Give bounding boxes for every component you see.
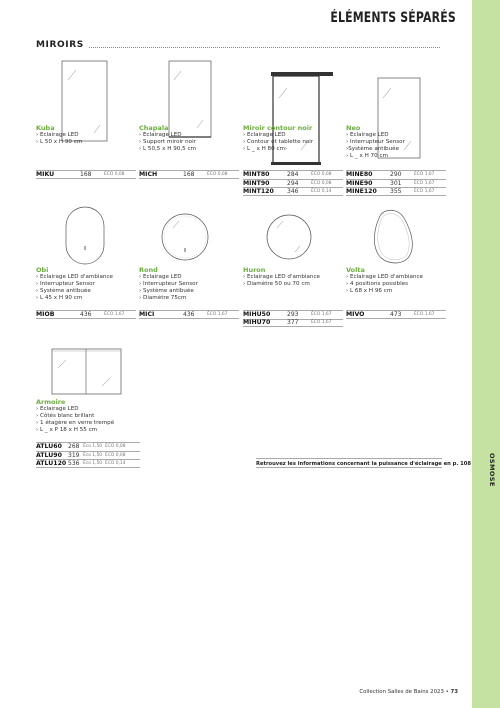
feature-item: › L _ x H 70 cm [346, 153, 388, 159]
reference-row [36, 170, 136, 179]
reference-table [139, 310, 239, 319]
ref-code: MINE120 [346, 187, 377, 195]
reference-table [139, 170, 239, 179]
product-chapala [139, 58, 241, 174]
ref-code: MINE90 [346, 179, 373, 187]
reference-table [243, 170, 343, 196]
feature-list [346, 274, 423, 295]
feature-item: › Eclairage LED [346, 132, 389, 138]
feature-item: › Eclairage LED [36, 132, 79, 138]
product-armoire [36, 340, 138, 396]
reference-table [243, 310, 343, 327]
product-name: Chapala [139, 124, 169, 132]
page-title: ÉLÉMENTS SÉPARÉS [330, 10, 456, 26]
feature-item: › L 50 x H 90 cm [36, 139, 83, 145]
reference-row [36, 451, 140, 460]
ref-code: MICH [139, 170, 158, 178]
reference-row [243, 310, 343, 319]
feature-list [139, 274, 198, 302]
mirror-cabinet-icon [36, 340, 138, 396]
page-footer [359, 689, 458, 695]
ref-eco: ÉCO 0,08 [105, 444, 126, 450]
ref-eco: ÉCO 1,67 [414, 188, 435, 194]
feature-item: › Eclairage LED d'ambiance [243, 274, 320, 280]
feature-item: › L 45 x H 90 cm [36, 295, 83, 301]
ref-code: MIHU50 [243, 311, 271, 319]
reference-row [243, 170, 343, 179]
dotted-divider [86, 47, 440, 48]
feature-list [346, 132, 405, 160]
feature-list [36, 132, 82, 146]
feature-item: › Eclairage LED [36, 406, 79, 412]
pebble-mirror-icon [346, 204, 448, 264]
ref-code: ATLU90 [36, 451, 62, 459]
ref-code: MICI [139, 310, 155, 318]
product-miroir-contour-noir [243, 58, 345, 174]
ref-eco: ÉCO 0,08 [104, 171, 125, 177]
reference-table [36, 442, 140, 468]
reference-row [346, 310, 446, 319]
feature-item: › Système antibuée [139, 288, 194, 294]
feature-item: › Eclairage LED [139, 274, 182, 280]
ref-code: MINT80 [243, 171, 270, 179]
rectangular-mirror-icon [36, 58, 138, 174]
feature-list [243, 274, 320, 288]
ref-price: 301 [390, 179, 402, 187]
reference-row [243, 179, 343, 188]
reference-table [36, 310, 136, 319]
reference-table [346, 170, 446, 196]
feature-item: › 4 positions possibles [346, 281, 409, 287]
ref-eco: Éco 1,50 [83, 452, 103, 458]
product-name: Huron [243, 266, 266, 274]
product-name: Kuba [36, 124, 55, 132]
reference-row [346, 170, 446, 179]
ref-eco: Éco 1,50 [83, 444, 103, 450]
feature-item: › L _ x H 80 cm› [243, 146, 288, 152]
ref-eco: ÉCO 1,67 [414, 180, 435, 186]
feature-item: › Côtés blanc brillant [36, 413, 95, 419]
product-obi [36, 204, 138, 264]
ref-eco: ÉCO 1,67 [311, 320, 332, 326]
ref-code: ATLU60 [36, 443, 62, 451]
feature-item: › Support miroir noir [139, 139, 196, 145]
feature-item: › L _ x P 18 x H 55 cm [36, 427, 98, 433]
framed-mirror-icon [139, 58, 241, 174]
feature-item: ›Système antibuée [346, 146, 400, 152]
ref-code: MIVO [346, 310, 365, 318]
ref-code: MINT90 [243, 179, 270, 187]
product-rond [139, 204, 241, 264]
ref-eco: ÉCO 1,67 [414, 172, 435, 178]
reference-row [139, 310, 239, 319]
feature-item: › Eclairage LED d'ambiance [346, 274, 423, 280]
ref-code: MIOB [36, 310, 55, 318]
product-name: Neo [346, 124, 361, 132]
ref-price: 473 [390, 310, 402, 318]
reference-row [243, 319, 343, 328]
oval-mirror-icon [36, 204, 138, 264]
feature-item: › Diamètre 75cm [139, 295, 187, 301]
ref-eco: ÉCO 0,08 [105, 452, 126, 458]
ref-price: 268 [68, 443, 80, 451]
ref-eco: ÉCO 0,08 [207, 171, 228, 177]
round-mirror-icon [243, 204, 345, 264]
product-name: Volta [346, 266, 365, 274]
ref-code: ATLU120 [36, 459, 67, 467]
ref-price: 293 [287, 311, 299, 319]
feature-item: › Système antibuée [36, 288, 91, 294]
feature-list [36, 274, 113, 302]
lighting-info-note: Retrouvez les informations concernant la puissance d'éclairage en p. 108 [256, 458, 442, 468]
product-name: Obi [36, 266, 49, 274]
reference-table [36, 170, 136, 179]
feature-item: › L 50,5 x H 90,5 cm [139, 146, 196, 152]
feature-list [36, 406, 114, 434]
feature-item: › Interrupteur Sensor [36, 281, 95, 287]
product-huron [243, 204, 345, 264]
ref-price: 377 [287, 319, 299, 327]
ref-price: 355 [390, 187, 402, 195]
product-name: Armoire [36, 398, 66, 406]
feature-list [243, 132, 313, 153]
ref-eco: ÉCO 1,67 [104, 311, 125, 317]
reference-row [36, 442, 140, 451]
product-volta [346, 204, 448, 264]
ref-price: 168 [80, 170, 92, 178]
product-name: Miroir contour noir [243, 124, 313, 132]
feature-item: › Contour et tablette noir [243, 139, 314, 145]
section-title: MIROIRS [36, 40, 88, 50]
ref-price: 168 [183, 170, 195, 178]
feature-item: › Eclairage LED [243, 132, 286, 138]
feature-item: › Interrupteur Sensor [346, 139, 405, 145]
mirror-with-shelf-icon [243, 58, 345, 174]
ref-eco: ÉCO 0,14 [311, 188, 332, 194]
reference-row [36, 310, 136, 319]
ref-eco: ÉCO 0,08 [311, 172, 332, 178]
ref-code: MIHU70 [243, 319, 271, 327]
product-name: Rond [139, 266, 158, 274]
ref-price: 294 [287, 179, 299, 187]
reference-row [346, 187, 446, 196]
ref-price: 284 [287, 171, 299, 179]
ref-code: MINT120 [243, 187, 274, 195]
footer-collection: Collection Salles de Bains 2023 [359, 689, 444, 695]
product-kuba [36, 58, 138, 174]
ref-code: MINE80 [346, 171, 373, 179]
ref-price: 319 [68, 451, 80, 459]
reference-row [139, 170, 239, 179]
ref-price: 290 [390, 171, 402, 179]
reference-row [243, 187, 343, 196]
ref-eco: ÉCO 1,67 [207, 311, 228, 317]
ref-eco: ÉCO 0,14 [105, 460, 126, 466]
footer-separator: • [443, 689, 451, 695]
ref-price: 436 [183, 310, 195, 318]
ref-eco: Éco 1,50 [83, 460, 103, 466]
section-header [36, 40, 440, 52]
ref-code: MIKU [36, 170, 55, 178]
feature-item: › Eclairage LED d'ambiance [36, 274, 113, 280]
ref-price: 536 [68, 459, 80, 467]
reference-row [346, 179, 446, 188]
feature-list [139, 132, 196, 153]
reference-row [36, 459, 140, 468]
ref-eco: ÉCO 1,67 [311, 312, 332, 318]
feature-item: › L 68 x H 96 cm [346, 288, 393, 294]
ref-price: 346 [287, 187, 299, 195]
page-number: 73 [450, 689, 458, 695]
feature-item: › Eclairage LED [139, 132, 182, 138]
ref-eco: ÉCO 1,67 [414, 311, 435, 317]
collection-side-label: OSMOSE [488, 453, 496, 487]
feature-item: › Interrupteur Sensor [139, 281, 198, 287]
ref-eco: ÉCO 0,08 [311, 180, 332, 186]
feature-item: › Diamètre 50 ou 70 cm [243, 281, 310, 287]
reference-table [346, 310, 446, 319]
feature-item: › 1 étagère en verre trempé [36, 420, 115, 426]
side-color-bar [472, 0, 500, 708]
round-mirror-icon [139, 204, 241, 264]
ref-price: 436 [80, 310, 92, 318]
